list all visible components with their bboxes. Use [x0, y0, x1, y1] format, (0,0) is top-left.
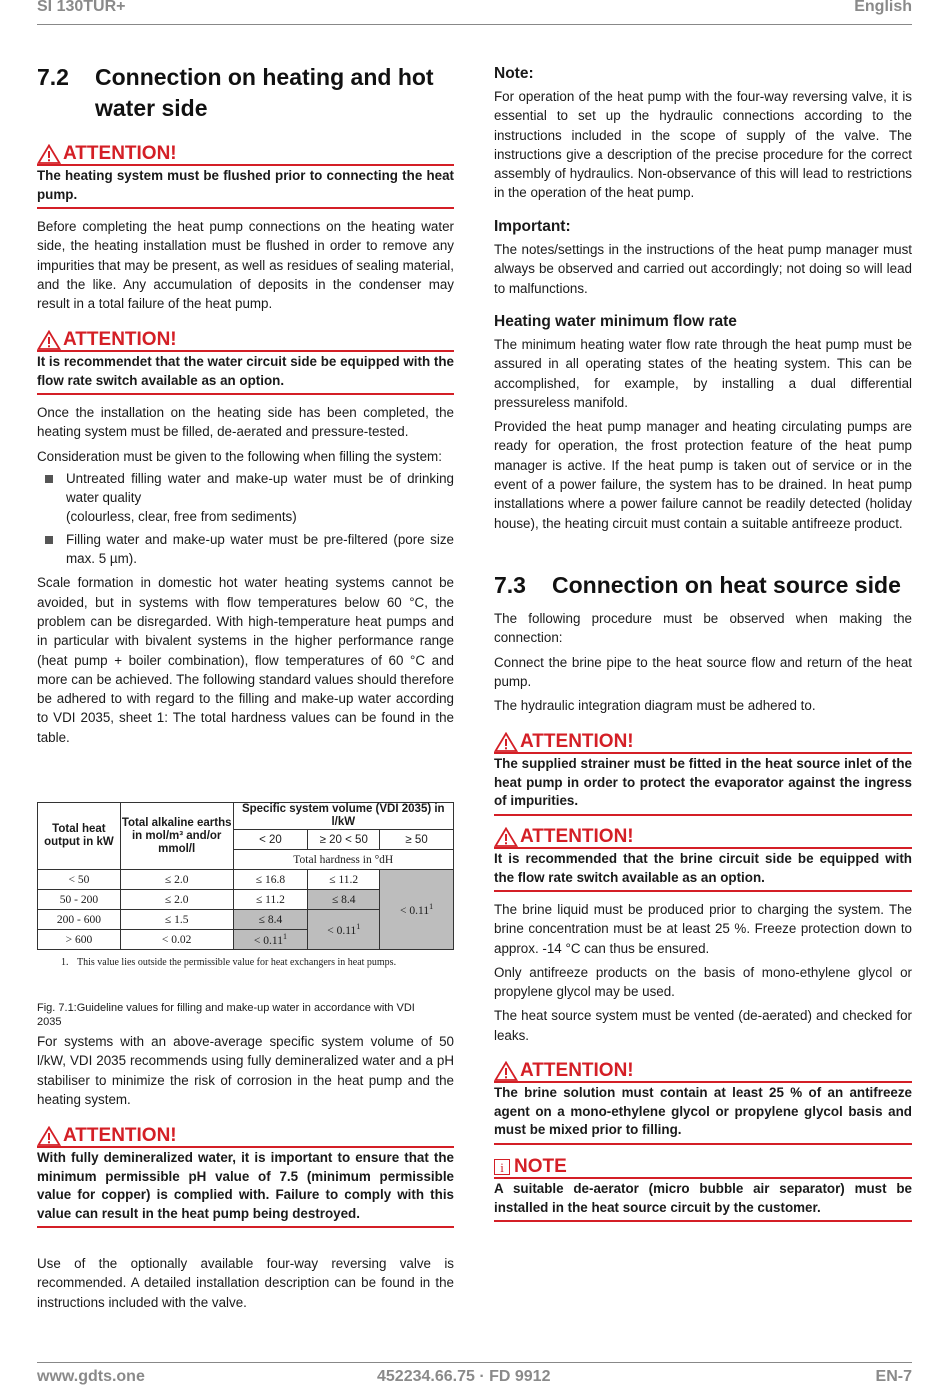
header-model: SI 130TUR+	[37, 0, 126, 15]
attention-box	[494, 730, 912, 816]
attention-title: ATTENTION!	[63, 1125, 177, 1146]
attention-box	[494, 825, 912, 892]
table-row: > 600 < 0.02 < $0.11^1$	[38, 930, 454, 950]
table-header: Total heat output in kW	[38, 803, 121, 870]
attention-box	[37, 1124, 454, 1228]
note-box	[494, 1155, 912, 1222]
paragraph: Only antifreeze products on the basis of mono-ethylene glycol or propylene glycol may be used.	[494, 964, 912, 1000]
warning-triangle-icon	[494, 827, 518, 847]
paragraph: The heat source system must be vented (de-aerated) and checked for leaks.	[494, 1008, 912, 1043]
flow-rate-heading: Heating water minimum flow rate	[494, 313, 737, 330]
paragraph: The hydraulic integration diagram must be adhered to.	[494, 698, 816, 714]
attention-title: ATTENTION!	[520, 826, 634, 847]
section-7-3-heading	[494, 570, 912, 601]
warning-triangle-icon	[494, 1061, 518, 1081]
attention-text: With fully demineralized water, it is important to ensure that the minimum permissible pH value of 7.5 (minimum permissible value for copper) is complied with. Failure to comply with this value can result in the heat pump being destroyed.	[37, 1148, 454, 1228]
footer-page-number: EN-7	[875, 1368, 912, 1385]
warning-triangle-icon	[494, 732, 518, 752]
table-header: ≥ 50	[380, 830, 454, 850]
section-number: 7.2	[37, 64, 69, 90]
table-row: 200 - 600 ≤ 1.5 ≤ 8.4 < $0.11^1$	[38, 910, 454, 930]
note-heading: Note:	[494, 65, 534, 82]
warning-triangle-icon	[37, 144, 61, 164]
hardness-table-wrapper	[37, 802, 454, 969]
table-row: 50 - 200 ≤ 2.0 ≤ 11.2 ≤ 8.4	[38, 890, 454, 910]
hardness-table	[37, 802, 454, 950]
paragraph: Provided the heat pump manager and heating circulating pumps are ready for operation, the frost protection feature of the heat pump manager is active. If the heat pump is taken out of service or in the event of a power failure, the system has to be drained. In heat pump installations where a power failure cannot be readily detected (holiday house), the heating circuit must contain a suitable antifreeze product.	[494, 419, 912, 531]
table-header: Total alkaline earths in mol/m³ and/or mmol/l	[120, 803, 233, 870]
table-header: Specific system volume (VDI 2035) in l/kW	[233, 803, 453, 830]
page-footer	[37, 1362, 912, 1388]
warning-triangle-icon	[37, 1126, 61, 1146]
paragraph: The notes/settings in the instructions of the heat pump manager must always be observed and carried out accordingly; not doing so will lead to malfunctions.	[494, 242, 912, 296]
info-icon: i	[494, 1159, 510, 1175]
attention-box	[37, 142, 454, 209]
table-header: ≥ 20 < 50	[308, 830, 380, 850]
section-title: Connection on heat source side	[552, 572, 901, 598]
footer-website: www.gdts.one	[37, 1368, 145, 1385]
table-row: < 50 ≤ 2.0 ≤ 16.8 ≤ 11.2 < $0.11^1$	[38, 870, 454, 890]
paragraph: The following procedure must be observed when making the connection:	[494, 611, 912, 646]
paragraph: The minimum heating water flow rate through the heat pump must be assured in all operating states of the heating system. This can be accomplished, for example, by installing a dual differential pressureless manifold.	[494, 337, 912, 410]
paragraph: Consideration must be given to the following when filling the system:	[37, 448, 442, 464]
section-number: 7.3	[494, 572, 526, 598]
page-header	[37, 0, 912, 25]
paragraph: The brine liquid must be produced prior to charging the system. The brine concentration must be at least 25 %. Freeze protection down to approx. -14 °C can thus be ensured.	[494, 902, 912, 956]
table-footnote: 1. This value lies outside the permissible value for heat exchangers in heat pumps.	[61, 957, 397, 968]
list-item: Untreated filling water and make-up water must be of drinking water quality (colourless, clear, free from sediments)	[37, 469, 454, 527]
attention-text: The brine solution must contain at least 25 % of an antifreeze agent on a mono-ethylene glycol or propylene glycol basis and must be mixed prior to filling.	[494, 1083, 912, 1145]
paragraph: For operation of the heat pump with the four-way reversing valve, it is essential to set up the hydraulic connections according to the instructions included in the scope of supply of the valve. The instructions give a description of the precise procedure for the correct assembly of hydraulics. Non-observance of this will lead to restrictions in the operation of the heat pump.	[494, 89, 912, 201]
attention-title: ATTENTION!	[63, 143, 177, 164]
important-heading: Important:	[494, 218, 571, 235]
figure-caption: Fig. 7.1:Guideline values for filling and make-up water in accordance with VDI 2035	[37, 1002, 415, 1028]
note-text: A suitable de-aerator (micro bubble air separator) must be installed in the heat source circuit by the customer.	[494, 1179, 912, 1222]
paragraph: For systems with an above-average specific system volume of 50 l/kW, VDI 2035 recommends using fully demineralized water and a pH stabiliser to minimize the risk of corrosion in the heat pump and the heating system.	[37, 1034, 454, 1107]
footer-document-number: 452234.66.75 · FD 9912	[377, 1368, 551, 1385]
attention-text: It is recommended that the brine circuit side be equipped with the flow rate switch available as an option.	[494, 849, 912, 892]
attention-text: The supplied strainer must be fitted in the heat source inlet of the heat pump in order to protect the evaporator against the ingress of impurities.	[494, 754, 912, 816]
attention-title: ATTENTION!	[520, 1060, 634, 1081]
attention-box	[37, 328, 454, 395]
warning-triangle-icon	[37, 330, 61, 350]
section-7-2-heading	[37, 62, 454, 124]
paragraph: Connect the brine pipe to the heat source flow and return of the heat pump.	[494, 654, 912, 689]
list-item: Filling water and make-up water must be pre-filtered (pore size max. 5 µm).	[37, 530, 454, 569]
paragraph: Use of the optionally available four-way reversing valve is recommended. A detailed installation description can be found in the instructions included with the valve.	[37, 1256, 454, 1310]
paragraph: Once the installation on the heating side has been completed, the heating system must be filled, de-aerated and pressure-tested.	[37, 405, 454, 440]
attention-text: It is recommendet that the water circuit side be equipped with the flow rate switch available as an option.	[37, 352, 454, 395]
paragraph: Scale formation in domestic hot water heating systems cannot be avoided, but in systems with flow temperatures below 60 °C, the problem can be disregarded. With high-temperature heat pumps and in particular with bivalent systems in the higher performance range (heat pump + boiler combination), flow temperatures of 60 °C and more can be achieved. The following standard values should therefore be adhered to with regard to the filling and make-up water according to VDI 2035, sheet 1: The total hardness values can be found in the table.	[37, 575, 454, 745]
attention-title: ATTENTION!	[520, 731, 634, 752]
section-title: Connection on heating and hot water side	[95, 64, 434, 121]
table-header: < 20	[233, 830, 308, 850]
paragraph: Before completing the heat pump connections on the heating water side, the heating installation must be flushed in order to remove any impurities that may be present, as well as residues of sealing material, and the like. Any accumulation of deposits in the condenser may result in a total failure of the heat pump.	[37, 219, 454, 312]
header-language: English	[854, 0, 912, 15]
note-title: NOTE	[514, 1156, 567, 1177]
attention-box	[494, 1059, 912, 1145]
table-header: Total hardness in °dH	[233, 850, 453, 870]
attention-title: ATTENTION!	[63, 329, 177, 350]
attention-text: The heating system must be flushed prior to connecting the heat pump.	[37, 166, 454, 209]
